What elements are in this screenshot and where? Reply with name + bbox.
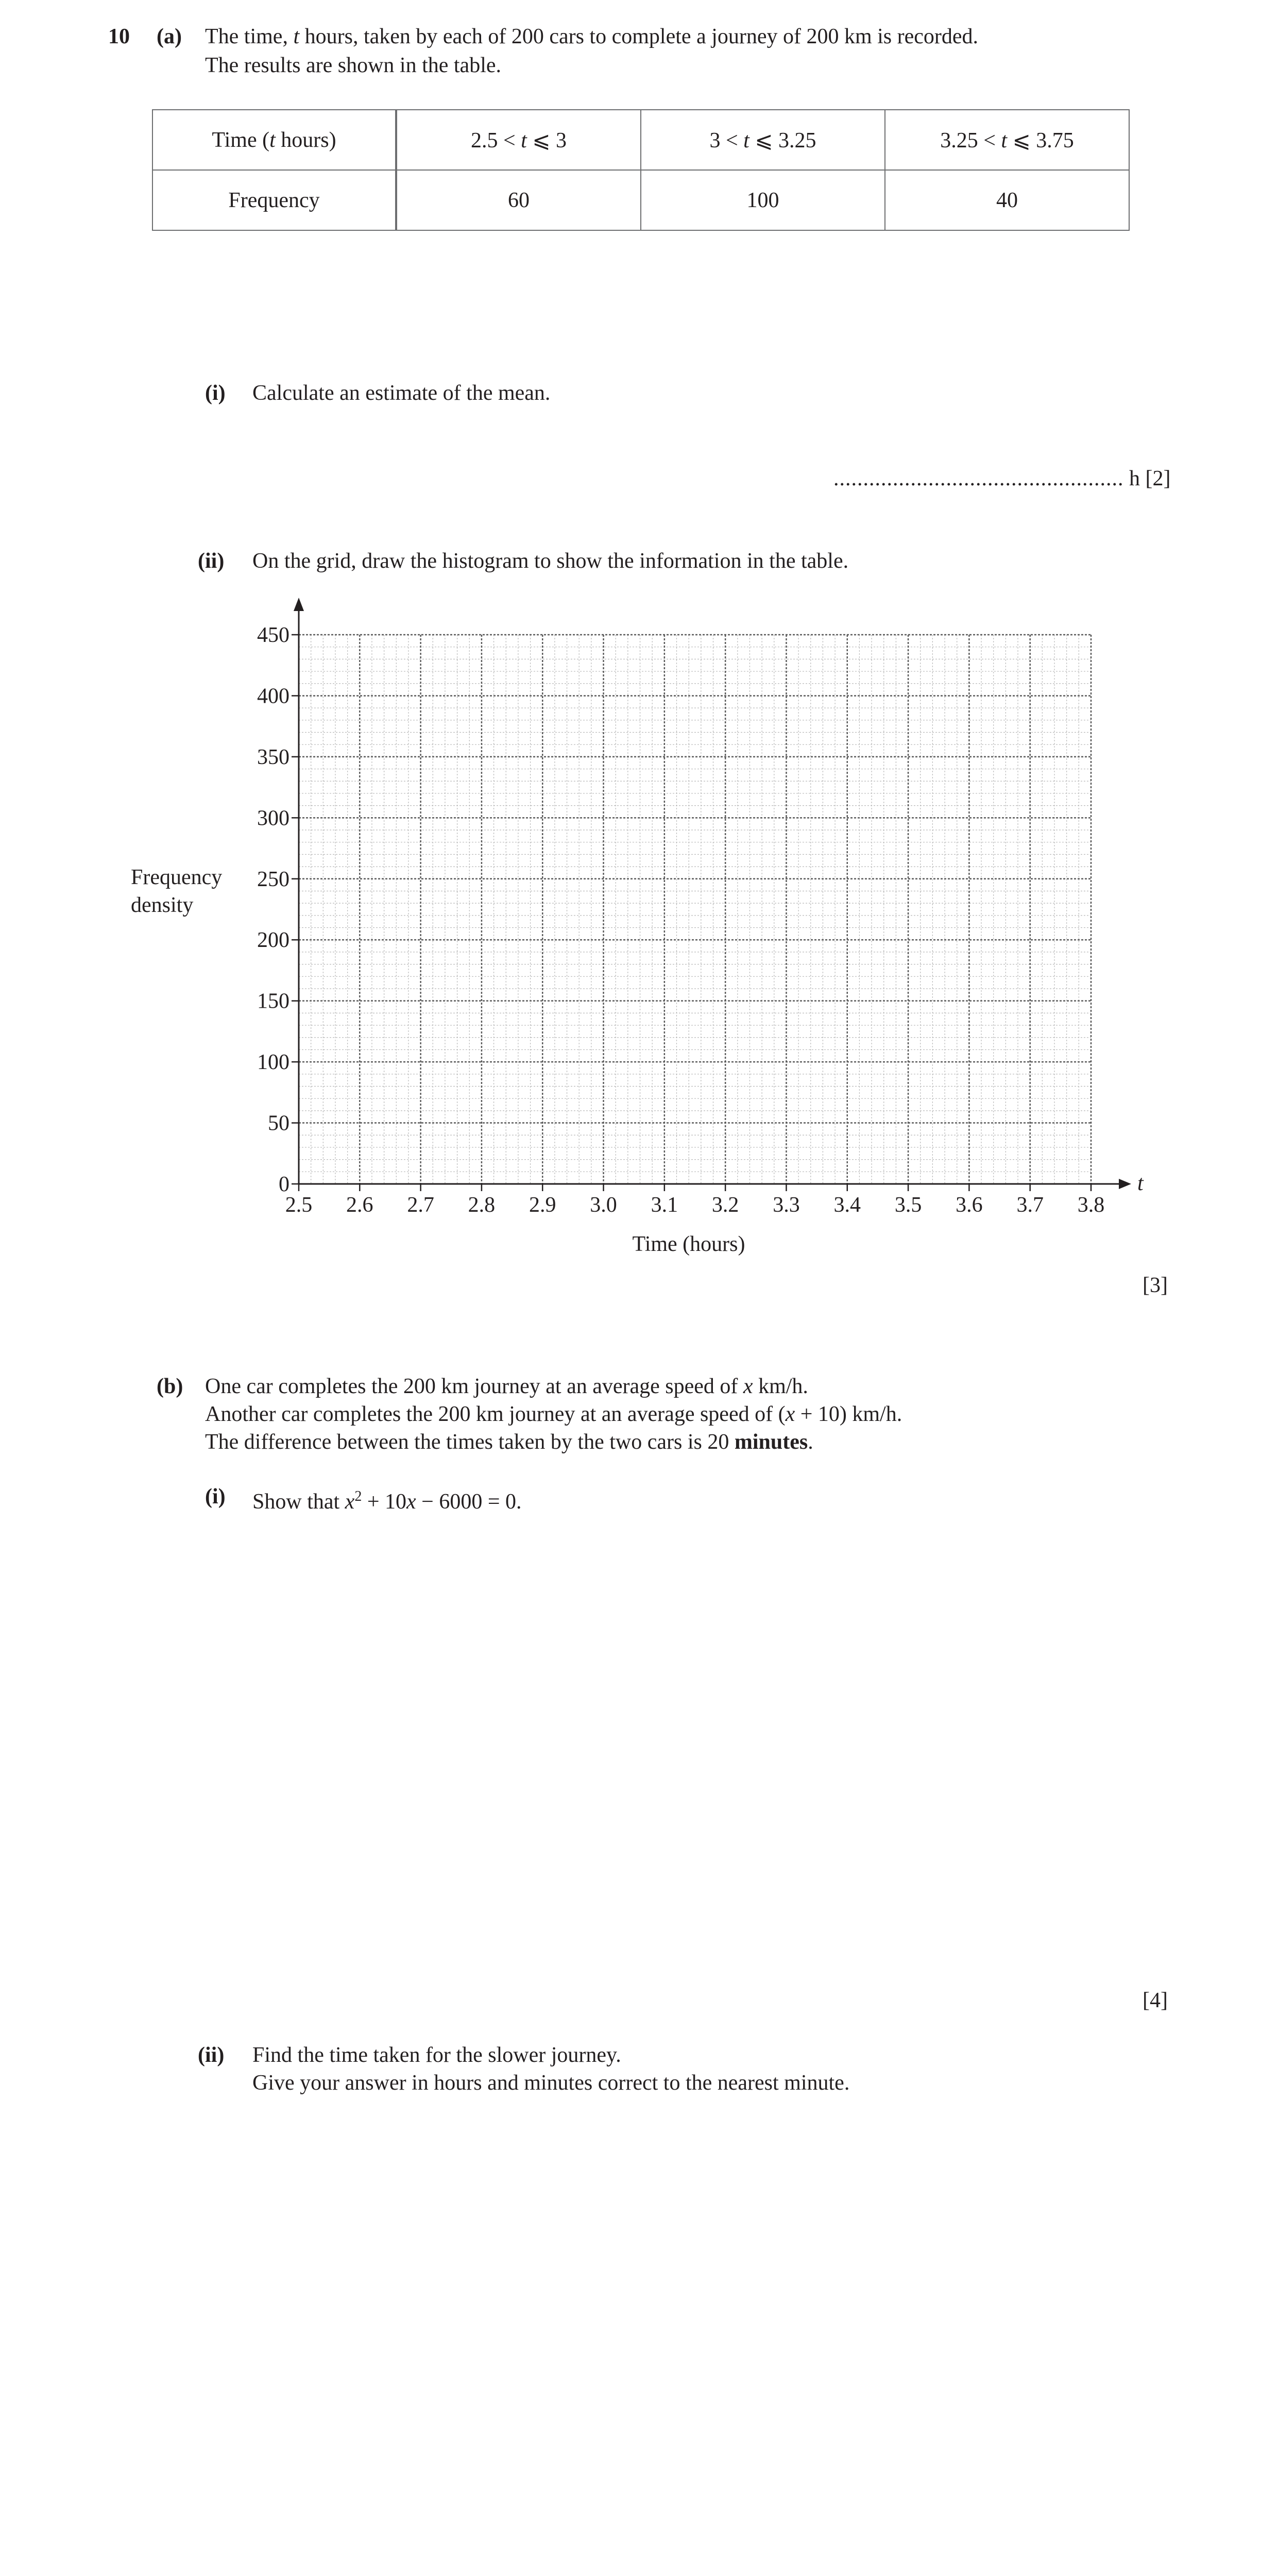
table-interval-2: 3 < t ⩽ 3.25: [641, 110, 885, 170]
y-axis-label-line1: Frequency: [131, 866, 223, 889]
y-axis-arrow: [294, 598, 304, 611]
table-frequency-3: 40: [885, 170, 1129, 230]
y-tick-label: 350: [257, 745, 289, 769]
x-tick-label: 3.8: [1077, 1193, 1105, 1217]
x-tick-label: 3.6: [956, 1193, 983, 1217]
x-axis-label: Time (hours): [632, 1232, 745, 1256]
y-tick-label: 450: [257, 623, 289, 647]
part-b-line2: Another car completes the 200 km journey at an average speed of (x + 10) km/h.: [205, 1402, 902, 1426]
y-tick-label: 100: [257, 1050, 289, 1075]
part-a-ii-label: (ii): [198, 549, 225, 573]
part-b-line1: One car completes the 200 km journey at an average speed of x km/h.: [205, 1375, 808, 1398]
table-interval-3: 3.25 < t ⩽ 3.75: [885, 110, 1129, 170]
grid-major-lines: [299, 635, 1091, 1184]
table-header-time: Time (t hours): [152, 110, 396, 170]
y-axis-label-line2: density: [131, 893, 194, 917]
y-tick-label: 200: [257, 928, 289, 953]
part-b-ii-label: (ii): [198, 2043, 225, 2067]
x-tick-label: 3.4: [833, 1193, 861, 1217]
part-a-i-text: Calculate an estimate of the mean.: [252, 381, 551, 405]
x-tick-label: 3.3: [773, 1193, 800, 1217]
axes: [294, 598, 1131, 1189]
y-tick-label: 300: [257, 806, 289, 831]
part-a-intro-line2: The results are shown in the table.: [205, 54, 501, 77]
part-a-label: (a): [157, 25, 182, 48]
y-tick-label: 0: [279, 1173, 289, 1196]
x-tick-label: 2.8: [468, 1193, 496, 1217]
part-b-ii-line1: Find the time taken for the slower journey.: [252, 2043, 621, 2067]
part-a-i-answer-line[interactable]: ................................................. h [2]: [833, 467, 1171, 490]
table-interval-1: 2.5 < t ⩽ 3: [396, 110, 641, 170]
question-number: 10: [108, 25, 130, 48]
part-b-i-marks: [4]: [1143, 1989, 1168, 2012]
part-a-ii-text: On the grid, draw the histogram to show the information in the table.: [252, 549, 849, 573]
x-tick-label: 2.7: [407, 1193, 434, 1217]
x-tick-label: 3.7: [1016, 1193, 1044, 1217]
x-axis-arrow: [1119, 1179, 1131, 1189]
part-b-i-text: Show that $x^2 + 10x - 6000 = 0$.: [252, 1488, 522, 1514]
part-b-ii-line2: Give your answer in hours and minutes correct to the nearest minute.: [252, 2071, 850, 2095]
x-tick-label: 3.5: [894, 1193, 922, 1217]
x-tick-label: 2.6: [346, 1193, 373, 1217]
y-tick-label: 250: [257, 867, 289, 891]
y-ticks: [257, 623, 299, 1196]
x-axis-variable: t: [1137, 1172, 1144, 1195]
x-ticks: [285, 1184, 1105, 1217]
part-b-line3: The difference between the times taken by the two cars is 20 minutes.: [205, 1430, 813, 1454]
y-tick-label: 400: [257, 684, 289, 708]
table-frequency-2: 100: [641, 170, 885, 230]
grid-minor-lines: [299, 635, 1091, 1184]
x-tick-label: 2.9: [529, 1193, 556, 1217]
y-tick-label: 50: [268, 1111, 289, 1136]
x-tick-label: 3.2: [711, 1193, 739, 1217]
part-a-intro-line1: The time, t hours, taken by each of 200 cars to complete a journey of 200 km is recorded.: [205, 25, 979, 48]
x-tick-label: 3.1: [651, 1193, 678, 1217]
table-frequency-1: 60: [396, 170, 641, 230]
y-tick-label: 150: [257, 989, 289, 1013]
table-header-frequency: Frequency: [152, 170, 396, 230]
part-a-ii-marks: [3]: [1143, 1274, 1168, 1297]
x-tick-label: 2.5: [285, 1193, 313, 1217]
part-a-i-label: (i): [205, 381, 226, 405]
part-b-label: (b): [157, 1375, 183, 1398]
x-tick-label: 3.0: [590, 1193, 617, 1217]
part-b-i-label: (i): [205, 1485, 226, 1509]
